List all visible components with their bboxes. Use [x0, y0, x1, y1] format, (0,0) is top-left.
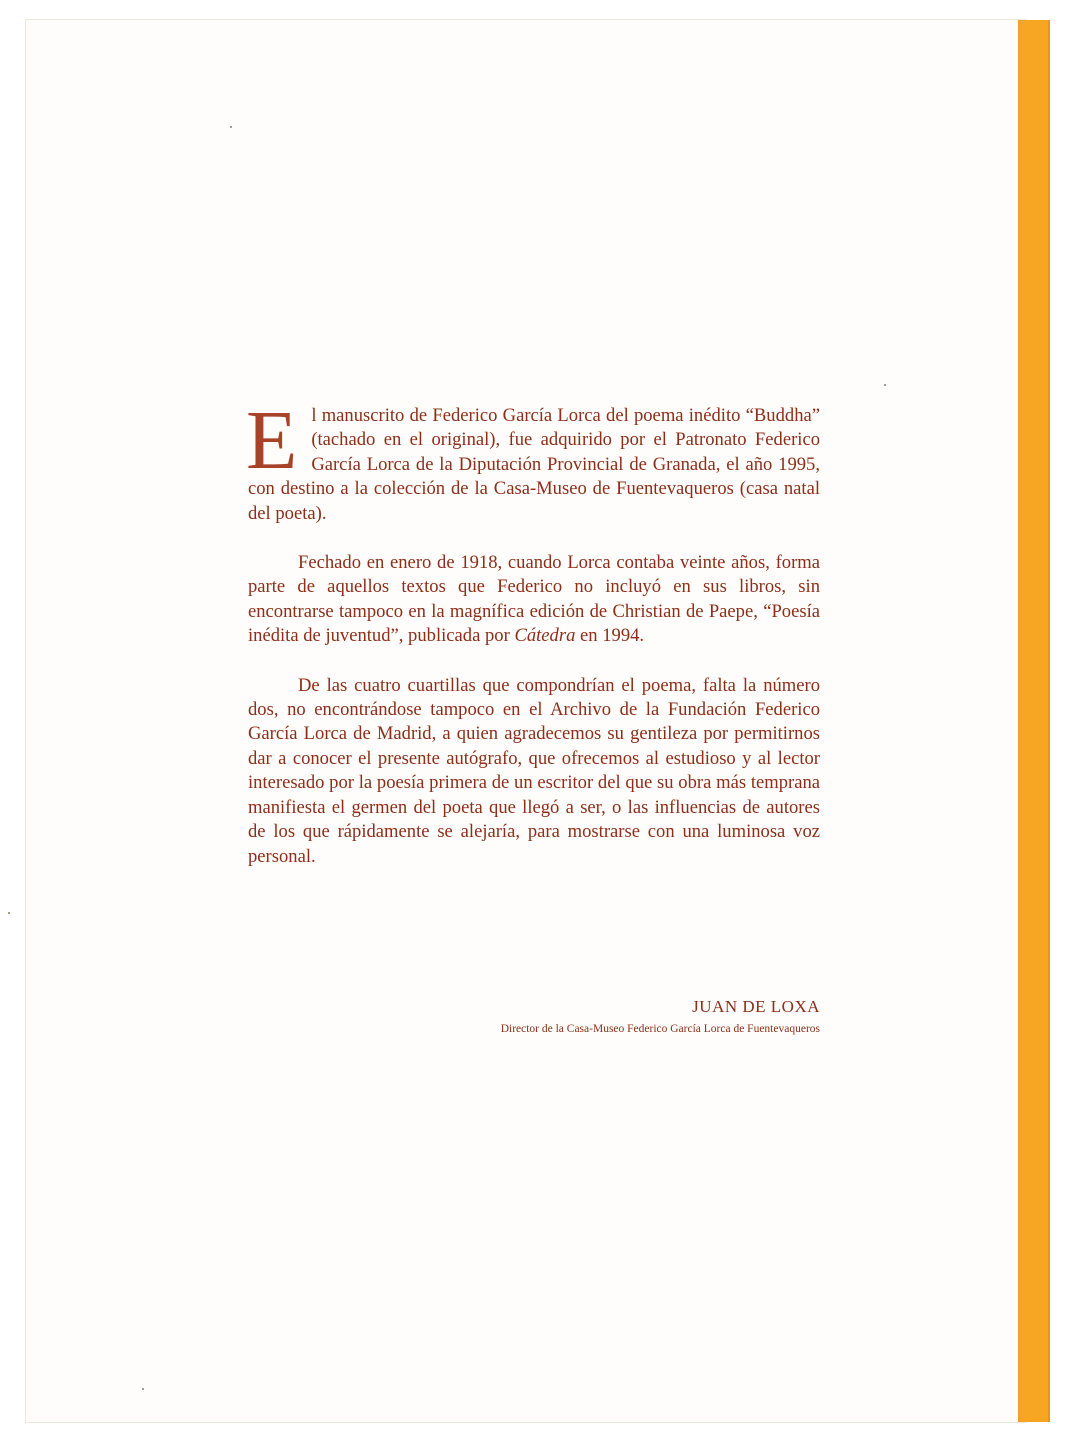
paper-speck	[230, 126, 232, 128]
signature-block	[501, 996, 820, 1038]
paragraph-intro-text: l manuscrito de Federico García Lorca del poema inédito “Buddha” (tachado en el original), fue adquirido por el Patronato Federico García Lorca de la Diputación Provincial de Granada, el año 1995, con destino a la colección de la Casa-Museo de Fuentevaqueros (casa natal del poeta).	[248, 405, 820, 524]
paper-speck	[142, 1388, 144, 1390]
paragraph-manuscript	[248, 674, 820, 869]
publisher-name: Cátedra	[514, 625, 576, 647]
paper-speck	[8, 912, 10, 914]
orange-spine-strip	[1018, 20, 1050, 1422]
paragraph-intro	[246, 394, 820, 526]
signature-role: Director de la Casa-Museo Federico García Lorca de Fuentevaqueros	[500, 1023, 820, 1035]
paragraph-dating-text: Fechado en enero de 1918, cuando Lorca contaba veinte años, forma parte de aquellos textos que Federico no incluyó en sus libros, sin encontrarse tampoco en la magnífica edición de Christian de Paepe, “Poesía inédita de juventud”, publicada por	[248, 552, 820, 647]
paper-speck	[884, 384, 886, 386]
paragraph-manuscript-text: De las cuatro cuartillas que compondrían el poema, falta la número dos, no encontrándose tampoco en el Archivo de la Fundación Federico García Lorca de Madrid, a quien agradecemos su gentileza por permitirnos dar a conocer el presente autógrafo, que ofrecemos al estudioso y al lector interesado por la poesía primera de un escritor del que su obra más temprana manifiesta el germen del poeta que llegó a ser, o las influencias de autores de los que rápidamente se alejaría, para mostrarse con una luminosa voz personal.	[248, 674, 820, 867]
drop-cap-letter: E	[246, 394, 298, 487]
article-body	[246, 394, 820, 894]
signature-name: JUAN DE LOXA	[692, 997, 820, 1016]
paragraph-dating	[248, 551, 820, 649]
paragraph-dating-tail: en 1994.	[575, 625, 645, 647]
